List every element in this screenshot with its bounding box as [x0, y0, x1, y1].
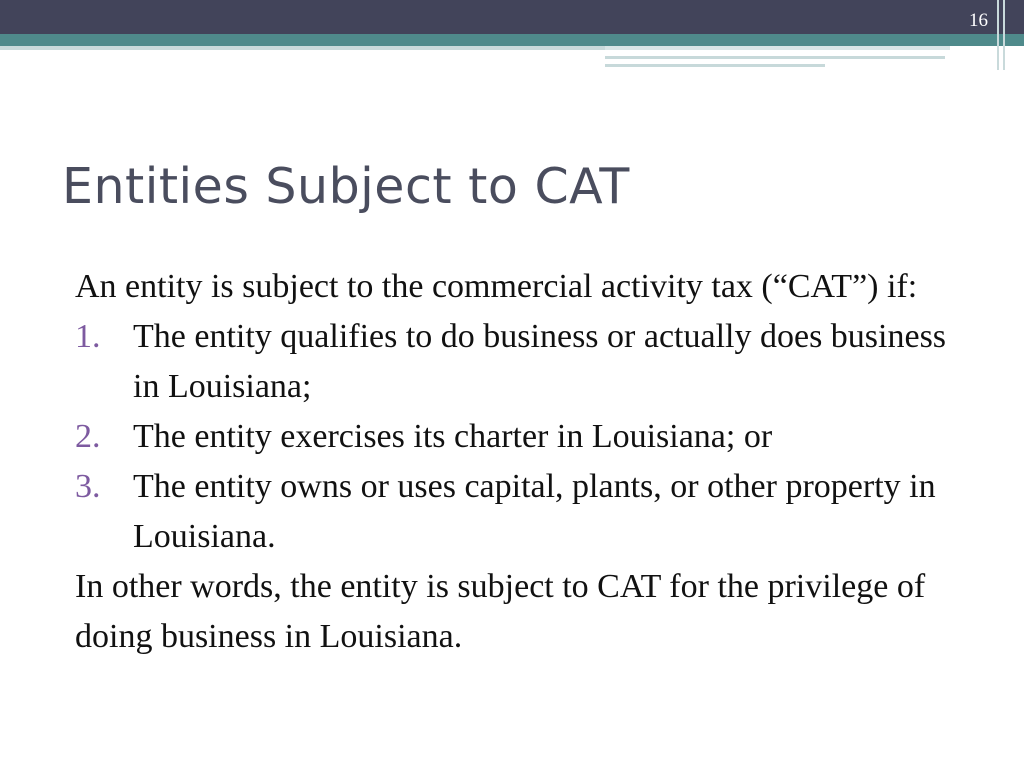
- decor-line: [1003, 0, 1005, 70]
- slide-title: Entities Subject to CAT: [62, 158, 630, 215]
- list-item-text: The entity exercises its charter in Louisiana; or: [133, 418, 773, 455]
- decor-stripe: [605, 64, 825, 67]
- list-number: 1.: [75, 318, 101, 355]
- decor-stripe: [0, 46, 605, 50]
- list-number: 2.: [75, 418, 101, 455]
- list-item-text: The entity owns or uses capital, plants, or other property in Louisiana.: [133, 468, 936, 555]
- intro-paragraph: An entity is subject to the commercial activity tax (“CAT”) if:: [75, 268, 918, 305]
- header-band: [0, 0, 1024, 34]
- criteria-list: [75, 312, 975, 562]
- decor-line: [997, 0, 999, 70]
- list-item: [75, 462, 975, 562]
- header-stripe: [0, 34, 1024, 46]
- list-item: [75, 312, 975, 412]
- slide-number: 16: [969, 10, 988, 31]
- conclusion-paragraph: In other words, the entity is subject to CAT for the privilege of doing business in Louisiana.: [75, 568, 926, 655]
- decor-stripe: [605, 56, 945, 59]
- decor-stripe: [605, 46, 950, 50]
- slide-body: [75, 262, 975, 662]
- list-number: 3.: [75, 468, 101, 505]
- list-item: [75, 412, 975, 462]
- list-item-text: The entity qualifies to do business or actually does business in Louisiana;: [133, 318, 947, 405]
